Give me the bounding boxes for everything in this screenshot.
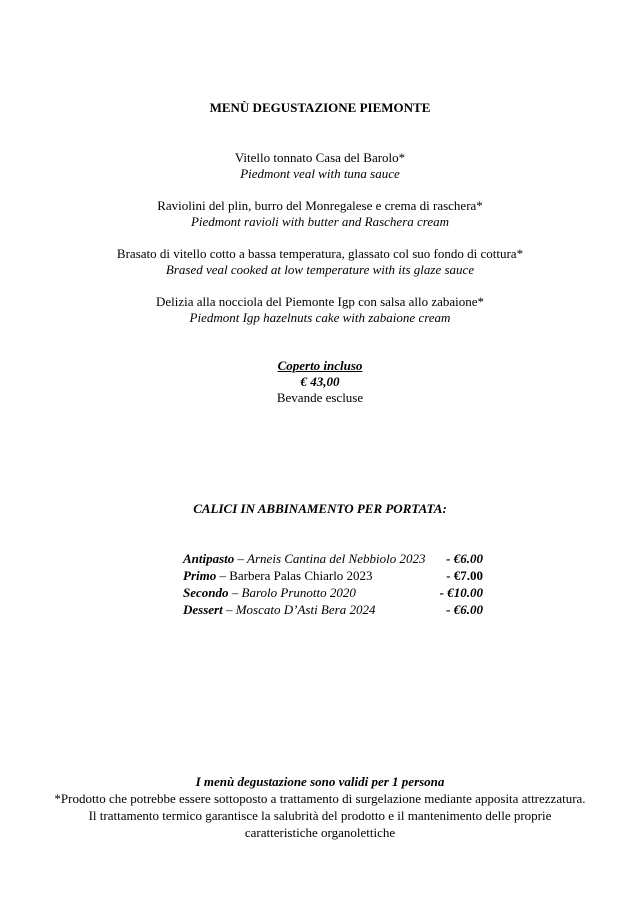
footnote-line-1: *Prodotto che potrebbe essere sottoposto a trattamento di surgelazione mediante apposita attrezzatura. <box>54 791 586 806</box>
pairing-price: - €6.00 <box>446 602 483 617</box>
pairing-title: CALICI IN ABBINAMENTO PER PORTATA: <box>193 501 447 516</box>
pairing-list <box>183 550 483 618</box>
dish-name-en: Piedmont Igp hazelnuts cake with zabaione cream <box>189 310 451 325</box>
dish-4 <box>0 294 640 326</box>
pairing-row <box>183 550 483 567</box>
dish-name-it: Raviolini del plin, burro del Monregalese e crema di raschera* <box>157 198 483 213</box>
pairing-row <box>183 601 483 618</box>
pairing-price: - €10.00 <box>439 585 483 600</box>
drinks-note: Bevande escluse <box>276 390 364 405</box>
dish-2 <box>0 198 640 230</box>
pairing-price: - €7.00 <box>446 568 483 583</box>
dish-name-it: Brasato di vitello cotto a bassa temperatura, glassato col suo fondo di cottura* <box>116 246 524 261</box>
dish-name-it: Delizia alla nocciola del Piemonte Igp con salsa allo zabaione* <box>155 294 485 309</box>
pairing-course: Dessert <box>183 602 223 617</box>
menu-title: MENÙ DEGUSTAZIONE PIEMONTE <box>209 100 431 115</box>
pairing-wine: – Barbera Palas Chiarlo 2023 <box>216 568 373 583</box>
footer-notes <box>0 773 640 841</box>
pairing-wine: – Arneis Cantina del Nebbiolo 2023 <box>234 551 426 566</box>
menu-price: € 43,00 <box>300 374 340 389</box>
pairing-course: Antipasto <box>183 551 235 566</box>
price-block <box>0 358 640 406</box>
dish-name-en: Piedmont ravioli with butter and Raschera cream <box>190 214 450 229</box>
footnote-line-3: caratteristiche organolettiche <box>244 825 396 840</box>
dish-1 <box>0 150 640 182</box>
dish-3 <box>0 246 640 278</box>
pairing-row <box>183 567 483 584</box>
pairing-price: - €6.00 <box>446 551 483 566</box>
validity-note: I menù degustazione sono validi per 1 persona <box>195 774 445 789</box>
footnote-line-2: Il trattamento termico garantisce la salubrità del prodotto e il mantenimento delle proprie <box>88 808 552 823</box>
pairing-wine: – Moscato D’Asti Bera 2024 <box>222 602 376 617</box>
pairing-course: Primo <box>183 568 217 583</box>
pairing-wine: – Barolo Prunotto 2020 <box>228 585 356 600</box>
pairing-course: Secondo <box>183 585 229 600</box>
dish-name-en: Piedmont veal with tuna sauce <box>240 166 400 181</box>
pairing-row <box>183 584 483 601</box>
coperto-label: Coperto incluso <box>277 358 363 373</box>
dish-name-en: Brased veal cooked at low temperature with its glaze sauce <box>165 262 475 277</box>
dish-name-it: Vitello tonnato Casa del Barolo* <box>234 150 406 165</box>
